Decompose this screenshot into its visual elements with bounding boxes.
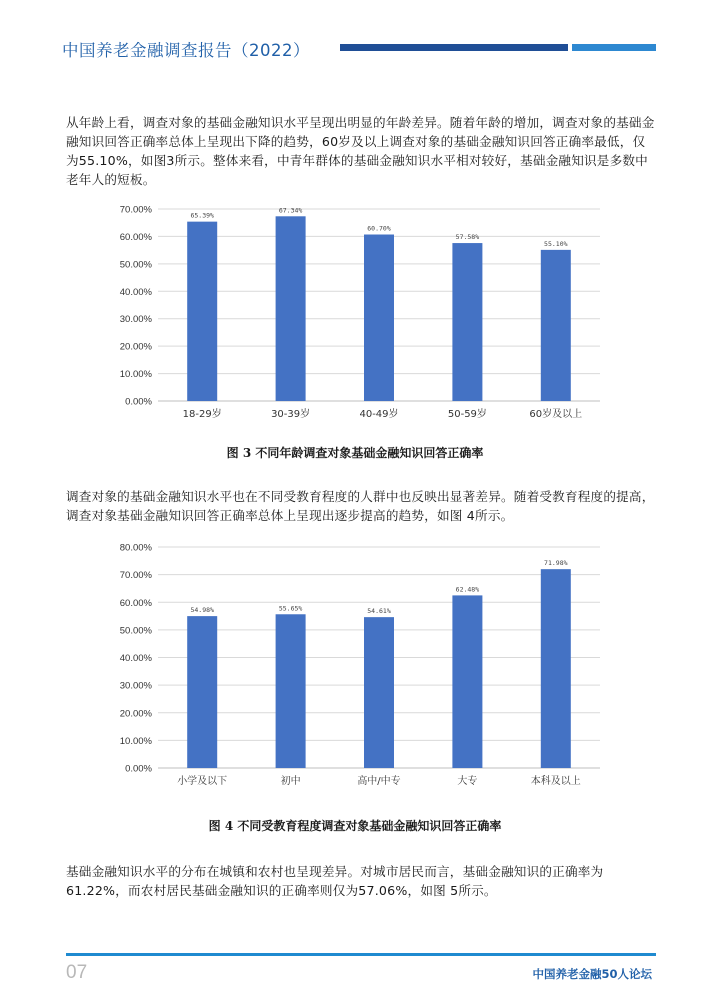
figure-4-caption: 图 4 不同受教育程度调查对象基础金融知识回答正确率 [208,819,502,833]
y-tick-label: 60.00% [119,231,152,243]
bar [276,216,306,401]
data-label: 55.10% [544,239,568,248]
header-bar-dark [340,44,568,51]
category-label: 本科及以上 [530,776,581,787]
data-label: 67.34% [278,206,303,215]
bar [276,614,306,768]
bar [187,222,217,401]
y-tick-label: 10.00% [119,735,152,747]
report-title: 中国养老金融调查报告（2022） [62,41,310,60]
bar [452,595,482,768]
figure-3-caption: 图 3 不同年龄调查对象基础金融知识回答正确率 [226,446,484,460]
y-tick-label: 50.00% [119,259,152,271]
bar [541,569,571,768]
data-label: 71.98% [544,559,568,568]
y-tick-label: 0.00% [125,763,152,775]
data-label: 60.70% [367,224,391,233]
category-label: 40-49岁 [359,409,399,420]
y-tick-label: 30.00% [119,680,152,692]
y-tick-label: 80.00% [119,542,152,554]
chart-education [100,534,630,798]
paragraph-age: 从年龄上看，调查对象的基础金融知识水平呈现出明显的年龄差异。随着年龄的增加，调查对象的基础金融知识回答正确率总体上呈现出下降的趋势，60岁及以上调查对象的基础金融知识回答正确率最低，仅为55.10%，如图3所示。整体来看，中青年群体的基础金融知识水平相对较好，基础金融知识是多数中老年人的短板。 [66,115,655,187]
paragraph-urban-rural: 基础金融知识水平的分布在城镇和农村也呈现差异。对城市居民而言，基础金融知识的正确率为61.22%，而农村居民基础金融知识的正确率则仅为57.06%，如图 5所示。 [66,864,604,898]
category-label: 大专 [457,776,478,787]
y-tick-label: 50.00% [119,625,152,637]
category-label: 高中/中专 [357,776,401,787]
chart-age [100,195,630,435]
bar [541,250,571,401]
y-tick-label: 20.00% [119,341,152,353]
category-label: 30-39岁 [271,409,311,420]
data-label: 54.61% [367,607,391,616]
chart-age-svg [100,195,630,435]
y-tick-label: 40.00% [119,653,152,664]
bar [364,235,394,401]
y-tick-label: 0.00% [125,396,152,408]
y-tick-label: 70.00% [119,204,152,216]
bar [452,243,482,401]
data-label: 62.48% [455,585,480,594]
footer-forum-name: 中国养老金融50人论坛 [532,967,652,981]
data-label: 65.39% [190,211,214,220]
chart-education-svg [100,534,630,798]
bar [187,616,217,768]
data-label: 57.58% [455,233,480,242]
category-label: 60岁及以上 [529,409,583,420]
page-number: 07 [66,962,88,983]
bar [364,617,394,768]
y-tick-label: 60.00% [119,597,152,609]
header-bar-light [572,44,656,51]
footer-line [66,953,656,956]
category-label: 小学及以下 [177,776,228,787]
category-label: 50-59岁 [447,409,487,420]
paragraph-education: 调查对象的基础金融知识水平也在不同受教育程度的人群中也反映出显著差异。随着受教育程度的提高，调查对象基础金融知识回答正确率总体上呈现出逐步提高的趋势，如图 4所示。 [66,489,655,523]
y-tick-label: 10.00% [119,369,152,381]
category-label: 初中 [280,776,301,787]
y-tick-label: 30.00% [119,314,152,326]
data-label: 54.98% [190,606,214,615]
category-label: 18-29岁 [182,409,222,420]
y-tick-label: 20.00% [119,708,152,720]
y-tick-label: 70.00% [119,570,152,582]
data-label: 55.65% [278,604,303,613]
y-tick-label: 40.00% [119,286,152,298]
